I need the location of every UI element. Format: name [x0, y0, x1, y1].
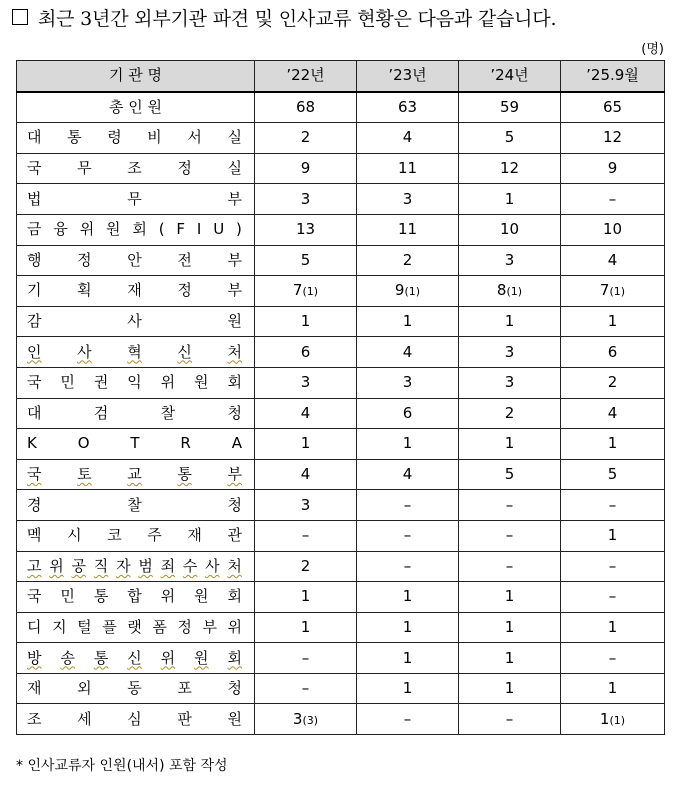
agency-name: 디 지 털 플 랫 폼 정 부 위: [17, 612, 255, 643]
cell-value: 8(1): [459, 276, 561, 307]
cell-value: 1: [561, 520, 665, 551]
cell-value: 2: [255, 551, 357, 582]
cell-value: 5: [255, 245, 357, 276]
cell-value: 3: [459, 337, 561, 368]
cell-value: 1: [255, 582, 357, 613]
cell-value: 1: [255, 429, 357, 460]
table-row: [17, 214, 665, 245]
header-2025-sep: ’25.9월: [561, 61, 665, 92]
agency-name: 금 융 위 원 회 ( F I U ): [17, 214, 255, 245]
cell-value: 5: [561, 459, 665, 490]
cell-value: 2: [459, 398, 561, 429]
agency-name: 국 민 통 합 위 원 회: [17, 582, 255, 613]
cell-value: 10: [561, 214, 665, 245]
checkbox-square-icon: [12, 9, 28, 25]
cell-value: –: [357, 551, 459, 582]
table-row: [17, 245, 665, 276]
table-row: [17, 306, 665, 337]
header-2024: ’24년: [459, 61, 561, 92]
cell-value: 1: [561, 429, 665, 460]
cell-value: 11: [357, 153, 459, 184]
cell-value: 2: [255, 123, 357, 154]
agency-name: 행 정 안 전 부: [17, 245, 255, 276]
total-2023: 63: [357, 92, 459, 123]
table-row: [17, 184, 665, 215]
table-row: [17, 123, 665, 154]
table-row: [17, 153, 665, 184]
cell-value: 3: [459, 367, 561, 398]
cell-value: 1: [357, 582, 459, 613]
cell-value: 6: [561, 337, 665, 368]
heading-text: 최근 3년간 외부기관 파견 및 인사교류 현황은 다음과 같습니다.: [38, 7, 557, 30]
cell-value: 4: [255, 398, 357, 429]
cell-value: 13: [255, 214, 357, 245]
table-row: [17, 459, 665, 490]
cell-value: 1: [357, 612, 459, 643]
cell-value: –: [459, 704, 561, 735]
cell-value: 3: [459, 245, 561, 276]
agency-name: 방 송 통 신 위 원 회: [17, 643, 255, 674]
cell-value: 10: [459, 214, 561, 245]
agency-name: 감 사 원: [17, 306, 255, 337]
cell-value: –: [357, 704, 459, 735]
table-row: [17, 367, 665, 398]
cell-value: 1: [357, 429, 459, 460]
cell-value: 4: [255, 459, 357, 490]
cell-value: 3: [357, 184, 459, 215]
cell-value: 1: [459, 673, 561, 704]
agency-name: 조 세 심 판 원: [17, 704, 255, 735]
cell-value: 4: [357, 123, 459, 154]
cell-value: 2: [357, 245, 459, 276]
table-row: [17, 429, 665, 460]
cell-value: 12: [561, 123, 665, 154]
agency-name: 국 민 권 익 위 원 회: [17, 367, 255, 398]
cell-value: 2: [561, 367, 665, 398]
cell-value: –: [561, 490, 665, 521]
cell-value: –: [357, 520, 459, 551]
cell-value: 9: [255, 153, 357, 184]
cell-value: –: [255, 673, 357, 704]
cell-value: 6: [357, 398, 459, 429]
cell-value: 7(1): [255, 276, 357, 307]
cell-value: 1: [561, 673, 665, 704]
cell-value: 1: [561, 306, 665, 337]
cell-value: 4: [561, 245, 665, 276]
cell-value: 3: [255, 490, 357, 521]
agency-name: 고 위 공 직 자 범 죄 수 사 처: [17, 551, 255, 582]
cell-value: 1: [357, 643, 459, 674]
cell-value: 1(1): [561, 704, 665, 735]
cell-value: 9: [561, 153, 665, 184]
cell-value: 1: [459, 184, 561, 215]
cell-value: 1: [255, 612, 357, 643]
cell-value: 1: [459, 306, 561, 337]
cell-value: 4: [357, 459, 459, 490]
cell-value: 1: [561, 612, 665, 643]
cell-value: –: [561, 582, 665, 613]
total-row: [17, 92, 665, 123]
table-row: [17, 612, 665, 643]
cell-value: 12: [459, 153, 561, 184]
table-row: [17, 337, 665, 368]
agency-name: 재 외 동 포 청: [17, 673, 255, 704]
table-row: [17, 643, 665, 674]
cell-value: 7(1): [561, 276, 665, 307]
header-2023: ’23년: [357, 61, 459, 92]
footnote: * 인사교류자 인원(내서) 포함 작성: [16, 758, 228, 774]
cell-value: –: [255, 520, 357, 551]
cell-value: 1: [459, 582, 561, 613]
cell-value: 1: [255, 306, 357, 337]
cell-value: 4: [561, 398, 665, 429]
cell-value: –: [459, 520, 561, 551]
cell-value: 9(1): [357, 276, 459, 307]
cell-value: 4: [357, 337, 459, 368]
table-row: [17, 673, 665, 704]
table-row: [17, 704, 665, 735]
total-2024: 59: [459, 92, 561, 123]
unit-label: (명): [641, 42, 664, 57]
agency-name: 대 검 찰 청: [17, 398, 255, 429]
total-2025: 65: [561, 92, 665, 123]
cell-value: 1: [459, 612, 561, 643]
table-row: [17, 520, 665, 551]
cell-value: 5: [459, 123, 561, 154]
cell-value: 1: [459, 643, 561, 674]
cell-value: 1: [357, 306, 459, 337]
total-2022: 68: [255, 92, 357, 123]
header-row: [17, 61, 665, 92]
agency-name: 기 획 재 정 부: [17, 276, 255, 307]
total-label: 총 인 원: [17, 92, 255, 123]
agency-name: 경 찰 청: [17, 490, 255, 521]
cell-value: –: [561, 643, 665, 674]
cell-value: –: [561, 184, 665, 215]
table-row: [17, 551, 665, 582]
table-row: [17, 276, 665, 307]
agency-name: 국 무 조 정 실: [17, 153, 255, 184]
table-row: [17, 398, 665, 429]
table-row: [17, 582, 665, 613]
agency-name: 인 사 혁 신 처: [17, 337, 255, 368]
cell-value: 3: [255, 184, 357, 215]
cell-value: 3(3): [255, 704, 357, 735]
cell-value: –: [357, 490, 459, 521]
agency-name: 멕 시 코 주 재 관: [17, 520, 255, 551]
cell-value: –: [561, 551, 665, 582]
cell-value: 1: [357, 673, 459, 704]
agency-name: K O T R A: [17, 429, 255, 460]
cell-value: –: [459, 490, 561, 521]
section-heading: [12, 2, 672, 32]
header-agency: 기 관 명: [17, 61, 255, 92]
cell-value: –: [255, 643, 357, 674]
agency-name: 대 통 령 비 서 실: [17, 123, 255, 154]
cell-value: –: [459, 551, 561, 582]
agency-name: 법 무 부: [17, 184, 255, 215]
cell-value: 3: [357, 367, 459, 398]
cell-value: 11: [357, 214, 459, 245]
agency-name: 국 토 교 통 부: [17, 459, 255, 490]
cell-value: 6: [255, 337, 357, 368]
header-2022: ’22년: [255, 61, 357, 92]
cell-value: 3: [255, 367, 357, 398]
cell-value: 5: [459, 459, 561, 490]
table-row: [17, 490, 665, 521]
cell-value: 1: [459, 429, 561, 460]
dispatch-table: [16, 60, 665, 735]
